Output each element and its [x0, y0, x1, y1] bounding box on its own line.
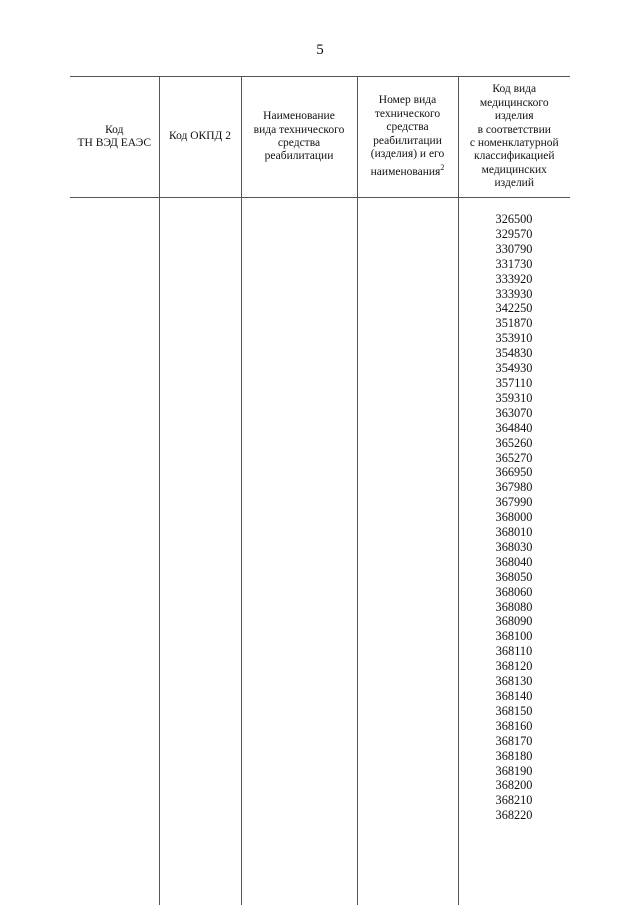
medical-device-code: 368030 — [495, 539, 533, 554]
medical-device-code: 368110 — [495, 644, 533, 659]
header-medical-device-code: Код вида медицинского изделия в соответствии с номенклатурной классификацией медицинских изделий — [458, 77, 570, 198]
medical-device-code: 368080 — [495, 599, 533, 614]
medical-device-code: 353910 — [495, 331, 533, 346]
medical-device-code: 367990 — [495, 495, 533, 510]
medical-device-code: 364840 — [495, 420, 533, 435]
medical-device-code: 363070 — [495, 405, 533, 420]
medical-device-code: 365260 — [495, 435, 533, 450]
header-device-number: Номер вида технического средства реабилитации (изделия) и его наименования$^2$ — [357, 77, 458, 198]
medical-device-code: 368210 — [495, 793, 533, 808]
column-divider — [241, 194, 242, 905]
medical-device-code: 367980 — [495, 480, 533, 495]
medical-device-code-list — [458, 212, 570, 823]
medical-device-code: 368060 — [495, 584, 533, 599]
medical-device-code: 368090 — [495, 614, 533, 629]
medical-device-code: 326500 — [495, 212, 533, 226]
medical-device-code: 333930 — [495, 286, 533, 301]
medical-device-code: 368130 — [495, 674, 533, 689]
medical-device-code: 330790 — [495, 241, 533, 256]
medical-device-code: 357110 — [495, 375, 533, 390]
medical-device-code: 329570 — [495, 226, 533, 241]
header-device-type-name: Наименование вида технического средства реабилитации — [241, 77, 357, 198]
medical-device-code: 333920 — [495, 271, 533, 286]
medical-device-code: 351870 — [495, 316, 533, 331]
column-divider — [159, 194, 160, 905]
classification-table-header — [70, 76, 570, 198]
medical-device-code: 368220 — [495, 808, 533, 823]
medical-device-code: 368100 — [495, 629, 533, 644]
medical-device-code: 365270 — [495, 450, 533, 465]
medical-device-code: 368170 — [495, 733, 533, 748]
medical-device-code: 368040 — [495, 554, 533, 569]
medical-device-code: 368160 — [495, 718, 533, 733]
footnote-mark: 2 — [440, 163, 445, 173]
medical-device-code: 342250 — [495, 301, 533, 316]
medical-device-code: 368190 — [495, 763, 533, 778]
medical-device-code: 368180 — [495, 748, 533, 763]
header-tn-ved-code: Код ТН ВЭД ЕАЭС — [70, 77, 159, 198]
medical-device-code: 368150 — [495, 703, 533, 718]
medical-device-code: 359310 — [495, 390, 533, 405]
medical-device-code: 368120 — [495, 659, 533, 674]
medical-device-code: 368000 — [495, 510, 533, 525]
medical-device-code: 368140 — [495, 689, 533, 703]
header-row — [70, 77, 570, 198]
column-divider — [357, 194, 358, 905]
medical-device-code: 368200 — [495, 778, 533, 793]
header-okpd2-code: Код ОКПД 2 — [159, 77, 241, 198]
medical-device-code: 354930 — [495, 361, 533, 376]
medical-device-code: 331730 — [495, 256, 533, 271]
medical-device-code: 354830 — [495, 346, 533, 361]
medical-device-code: 366950 — [495, 465, 533, 480]
page-number: 5 — [316, 42, 324, 58]
medical-device-code: 368050 — [495, 569, 533, 584]
medical-device-code: 368010 — [495, 525, 533, 540]
